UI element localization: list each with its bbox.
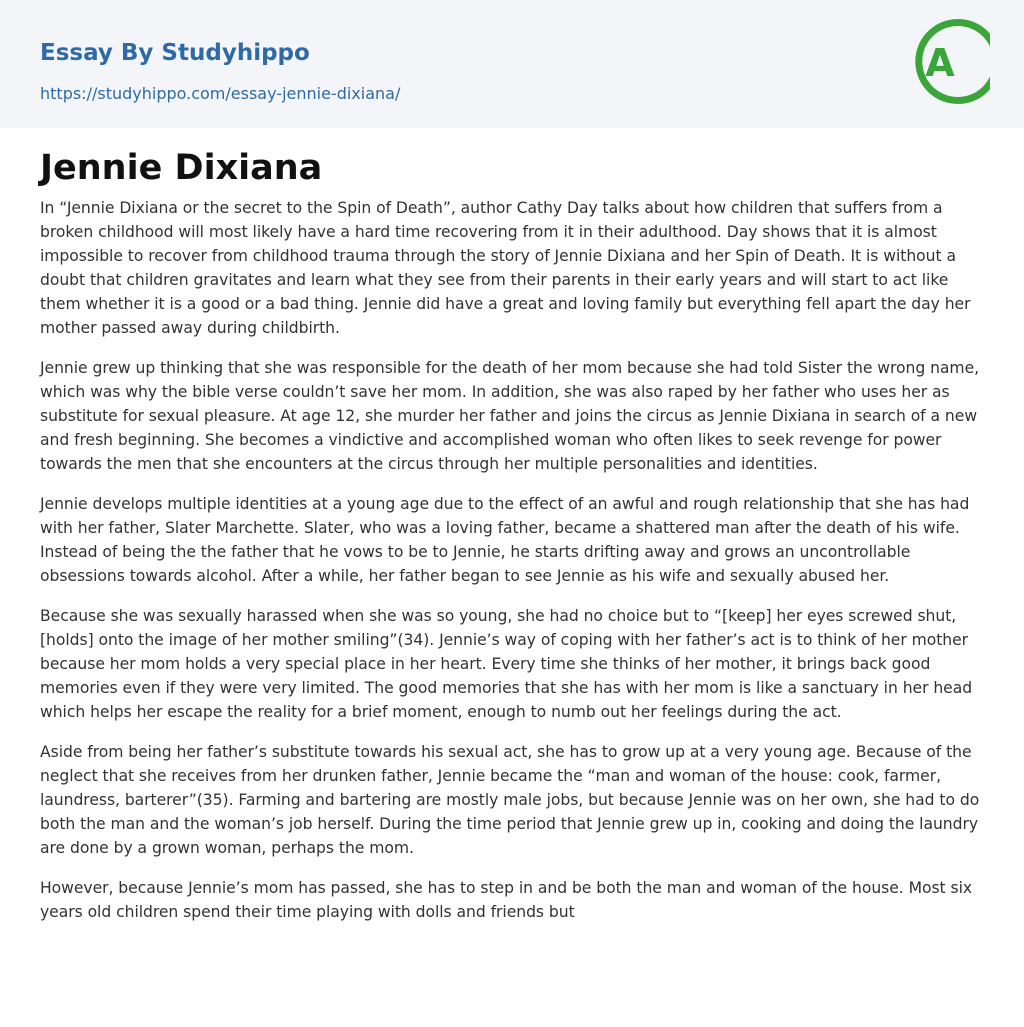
logo-letter: A <box>925 41 955 85</box>
site-title[interactable]: Essay By Studyhippo <box>40 40 310 66</box>
paragraph: In “Jennie Dixiana or the secret to the Spin of Death”, author Cathy Day talks about how children that suffers from a broken childhood will most likely have a hard time recovering from it in their adulthood. Day shows that it is almost impossible to recover from childhood trauma through the story of Jennie Dixiana and her Spin of Death. It is without a doubt that children gravitates and learn what they see from their parents in their early years and will start to act like them whether it is a good or a bad thing. Jennie did have a great and loving family but everything fell apart the day her mother passed away during childbirth. <box>40 199 971 337</box>
paragraph: Aside from being her father’s substitute towards his sexual act, she has to grow up at a very young age. Because of the neglect that she receives from her drunken father, Jennie became the “man and woman of the house: cook, farmer, laundress, barterer”(35). Farming and bartering are mostly male jobs, but because Jennie was on her own, she had to do both the man and the woman’s job herself. During the time period that Jennie grew up in, cooking and doing the laundry are done by a grown woman, perhaps the mom. <box>40 743 980 857</box>
paragraph: Jennie grew up thinking that she was responsible for the death of her mom because she had told Sister the wrong name, which was why the bible verse couldn’t save her mom. In addition, she was also raped by her father who uses her as substitute for sexual pleasure. At age 12, she murder her father and joins the circus as Jennie Dixiana in search of a new and fresh beginning. She becomes a vindictive and accomplished woman who often likes to seek revenge for power towards the men that she encounters at the circus through her multiple personalities and identities. <box>40 359 980 473</box>
paragraph: However, because Jennie’s mom has passed, she has to step in and be both the man and woman of the house. Most six years old children spend their time playing with dolls and friends but <box>40 879 973 921</box>
essay-url-link[interactable]: https://studyhippo.com/essay-jennie-dixiana/ <box>40 84 401 103</box>
paragraph: Jennie develops multiple identities at a young age due to the effect of an awful and rough relationship that she has had with her father, Slater Marchette. Slater, who was a loving father, became a shattered man after the death of his wife. Instead of being the the father that he vows to be to Jennie, he starts drifting away and grows an uncontrollable obsessions towards alcohol. After a while, her father began to see Jennie as his wife and sexually abused her. <box>40 495 970 585</box>
page-title: Jennie Dixiana <box>40 148 323 188</box>
site-header <box>0 0 1024 128</box>
studyhippo-logo-icon[interactable] <box>906 14 990 110</box>
article <box>40 146 990 940</box>
paragraph: Because she was sexually harassed when she was so young, she had no choice but to “[keep] her eyes screwed shut, [holds] onto the image of her mother smiling”(34). Jennie’s way of coping with her father’s act is to think of her mother because her mom holds a very special place in her heart. Every time she thinks of her mother, it brings back good memories even if they were very limited. The good memories that she has with her mom is like a sanctuary in her head which helps her escape the reality for a brief moment, enough to numb out her feelings during the act. <box>40 607 973 721</box>
